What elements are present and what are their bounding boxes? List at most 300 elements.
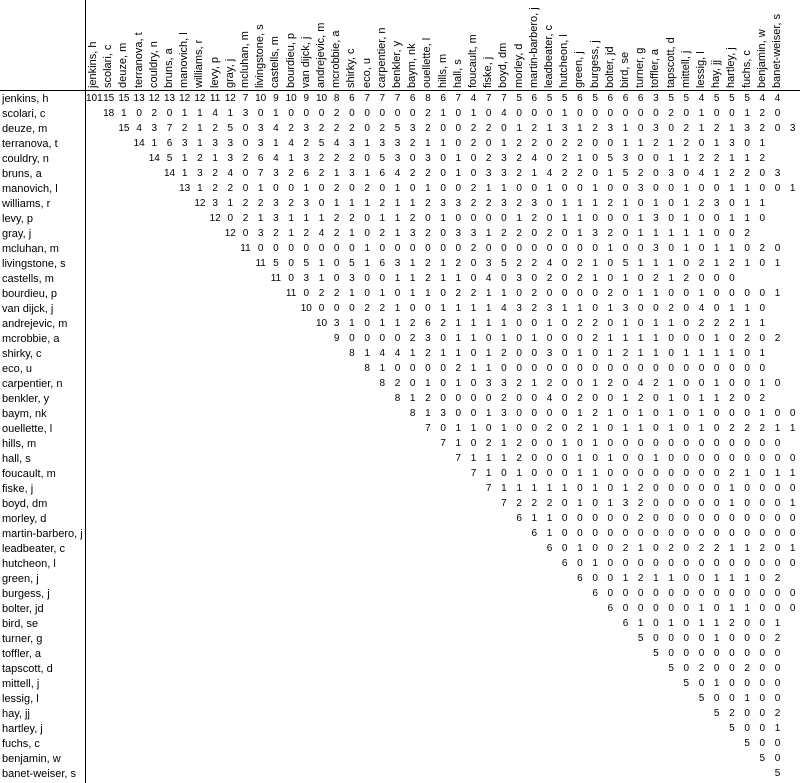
matrix-cell: 1 xyxy=(425,288,431,299)
matrix-cell: 2 xyxy=(333,288,340,299)
matrix-cell: 0 xyxy=(683,468,690,479)
matrix-cell: 0 xyxy=(622,438,629,449)
matrix-cell: 3 xyxy=(516,273,522,284)
column-header xyxy=(740,0,755,90)
matrix-cell: 0 xyxy=(713,363,720,374)
matrix-cell: 0 xyxy=(683,108,690,119)
matrix-cell: 1 xyxy=(774,723,781,734)
matrix-cell: 0 xyxy=(303,243,310,254)
matrix-cell: 0 xyxy=(440,153,446,164)
matrix-cell: 0 xyxy=(455,393,462,404)
matrix-cell: 0 xyxy=(637,318,644,329)
matrix-cell: 1 xyxy=(668,228,674,239)
matrix-cell: 6 xyxy=(379,168,386,179)
column-header-label: benkler, y xyxy=(391,40,403,88)
matrix-cell: 0 xyxy=(683,378,690,389)
column-header-label: mittell, j xyxy=(679,50,692,88)
matrix-cell: 0 xyxy=(364,213,370,224)
matrix-cell: 0 xyxy=(470,348,477,359)
matrix-cell: 0 xyxy=(546,108,553,119)
matrix-cell: 1 xyxy=(577,228,583,239)
matrix-cell: 0 xyxy=(668,603,674,614)
matrix-cell: 1 xyxy=(546,183,553,194)
matrix-cell: 1 xyxy=(713,393,720,404)
matrix-cell: 5 xyxy=(501,258,507,269)
matrix-cell: 1 xyxy=(683,213,690,224)
matrix-cell: 1 xyxy=(455,348,462,359)
matrix-cell: 0 xyxy=(577,483,583,494)
matrix-cell: 1 xyxy=(683,228,690,239)
matrix-cell: 4 xyxy=(501,303,507,314)
matrix-cell: 1 xyxy=(622,573,629,584)
matrix-cell: 3 xyxy=(394,258,401,269)
matrix-cell: 0 xyxy=(501,243,507,254)
matrix-cell: 0 xyxy=(622,408,629,419)
matrix-cell: 4 xyxy=(698,303,705,314)
column-header-label: manovich, l xyxy=(178,32,191,88)
matrix-cell: 7 xyxy=(440,438,446,449)
matrix-cell: 2 xyxy=(698,663,705,674)
matrix-cell: 0 xyxy=(683,288,690,299)
column-header xyxy=(314,0,329,90)
matrix-cell: 0 xyxy=(789,483,796,494)
row-header: jenkins, h xyxy=(2,93,49,105)
matrix-cell: 0 xyxy=(729,663,735,674)
column-header xyxy=(162,0,177,90)
matrix-cell: 2 xyxy=(455,363,462,374)
matrix-cell: 2 xyxy=(546,498,553,509)
matrix-cell: 0 xyxy=(592,288,598,299)
matrix-cell: 0 xyxy=(607,423,614,434)
matrix-cell: 0 xyxy=(637,153,644,164)
matrix-cell: 0 xyxy=(470,213,477,224)
matrix-cell: 0 xyxy=(455,138,462,149)
matrix-cell: 0 xyxy=(531,438,538,449)
matrix-cell: 1 xyxy=(592,438,598,449)
matrix-cell: 1 xyxy=(394,213,401,224)
matrix-cell: 0 xyxy=(166,108,173,119)
matrix-cell: 1 xyxy=(470,423,477,434)
matrix-cell: 1 xyxy=(637,408,644,419)
matrix-cell: 0 xyxy=(729,108,735,119)
matrix-cell: 1 xyxy=(729,348,735,359)
matrix-cell: 1 xyxy=(151,138,158,149)
matrix-cell: 4 xyxy=(318,228,325,239)
matrix-cell: 5 xyxy=(729,93,735,104)
column-header xyxy=(770,0,785,90)
matrix-cell: 1 xyxy=(607,408,614,419)
matrix-cell: 0 xyxy=(729,633,735,644)
matrix-cell: 2 xyxy=(546,273,553,284)
matrix-cell: 0 xyxy=(713,693,720,704)
matrix-cell: 0 xyxy=(698,588,705,599)
matrix-cell: 3 xyxy=(501,408,507,419)
matrix-cell: 1 xyxy=(577,543,583,554)
matrix-cell: 1 xyxy=(273,138,279,149)
matrix-cell: 0 xyxy=(759,633,766,644)
matrix-cell: 2 xyxy=(759,123,766,134)
matrix-cell: 1 xyxy=(683,183,690,194)
column-header-label: hall, s xyxy=(451,59,464,88)
matrix-cell: 0 xyxy=(653,558,659,569)
matrix-cell: 0 xyxy=(561,273,568,284)
matrix-cell: 1 xyxy=(592,273,598,284)
matrix-cell: 4 xyxy=(531,153,538,164)
matrix-cell: 1 xyxy=(729,123,735,134)
matrix-cell: 0 xyxy=(713,228,720,239)
matrix-cell: 1 xyxy=(577,348,583,359)
matrix-cell: 5 xyxy=(516,93,522,104)
matrix-cell: 0 xyxy=(242,183,249,194)
matrix-cell: 1 xyxy=(531,378,538,389)
matrix-cell: 0 xyxy=(607,528,614,539)
matrix-cell: 0 xyxy=(637,468,644,479)
matrix-cell: 1 xyxy=(501,138,507,149)
matrix-cell: 5 xyxy=(303,258,310,269)
matrix-cell: 0 xyxy=(622,588,629,599)
matrix-cell: 1 xyxy=(501,483,507,494)
matrix-cell: 1 xyxy=(318,213,325,224)
matrix-cell: 1 xyxy=(455,168,462,179)
matrix-cell: 2 xyxy=(516,453,522,464)
matrix-cell: 1 xyxy=(698,288,705,299)
column-header-label: baym, nk xyxy=(406,43,419,88)
matrix-cell: 0 xyxy=(759,588,766,599)
matrix-cell: 0 xyxy=(607,258,614,269)
matrix-cell: 0 xyxy=(349,333,355,344)
matrix-cell: 0 xyxy=(607,138,614,149)
matrix-cell: 1 xyxy=(440,108,446,119)
matrix-cell: 1 xyxy=(607,453,614,464)
matrix-cell: 7 xyxy=(364,93,370,104)
matrix-cell: 0 xyxy=(546,408,553,419)
matrix-cell: 2 xyxy=(181,123,188,134)
matrix-cell: 2 xyxy=(759,108,766,119)
matrix-cell: 9 xyxy=(303,93,310,104)
matrix-cell: 3 xyxy=(273,213,279,224)
vertical-divider xyxy=(85,0,86,783)
matrix-cell: 0 xyxy=(698,438,705,449)
matrix-cell: 2 xyxy=(333,228,340,239)
matrix-cell: 0 xyxy=(577,333,583,344)
matrix-cell: 0 xyxy=(729,513,735,524)
matrix-cell: 11 xyxy=(209,93,221,104)
matrix-cell: 1 xyxy=(592,558,598,569)
matrix-cell: 2 xyxy=(349,213,355,224)
matrix-cell: 0 xyxy=(713,183,720,194)
matrix-cell: 5 xyxy=(713,93,720,104)
column-header-label: leadbeater, c xyxy=(543,25,555,88)
matrix-cell: 2 xyxy=(516,378,522,389)
matrix-cell: 1 xyxy=(668,273,674,284)
matrix-cell: 0 xyxy=(774,243,781,254)
matrix-cell: 10 xyxy=(315,93,328,104)
matrix-cell: 0 xyxy=(683,618,690,629)
matrix-cell: 4 xyxy=(546,393,553,404)
matrix-cell: 0 xyxy=(668,213,674,224)
matrix-cell: 1 xyxy=(485,318,492,329)
matrix-cell: 0 xyxy=(577,558,583,569)
matrix-cell: 1 xyxy=(653,228,659,239)
matrix-cell: 1 xyxy=(698,408,705,419)
matrix-cell: 0 xyxy=(318,243,325,254)
matrix-cell: 0 xyxy=(668,588,674,599)
matrix-cell: 0 xyxy=(683,633,690,644)
row-header: hay, jj xyxy=(2,708,30,720)
matrix-cell: 0 xyxy=(409,183,416,194)
matrix-cell: 0 xyxy=(774,483,781,494)
matrix-cell: 2 xyxy=(425,348,431,359)
matrix-cell: 0 xyxy=(425,303,431,314)
matrix-cell: 2 xyxy=(577,318,583,329)
matrix-cell: 2 xyxy=(212,183,218,194)
matrix-cell: 1 xyxy=(653,288,659,299)
matrix-cell: 0 xyxy=(698,483,705,494)
matrix-cell: 3 xyxy=(561,123,568,134)
matrix-cell: 9 xyxy=(273,93,279,104)
matrix-cell: 0 xyxy=(318,183,325,194)
matrix-cell: 0 xyxy=(759,693,766,704)
matrix-cell: 0 xyxy=(774,588,781,599)
matrix-cell: 0 xyxy=(364,288,370,299)
matrix-cell: 1 xyxy=(592,423,598,434)
matrix-cell: 0 xyxy=(531,363,538,374)
matrix-cell: 14 xyxy=(148,153,160,164)
matrix-cell: 6 xyxy=(561,558,568,569)
matrix-cell: 2 xyxy=(577,138,583,149)
row-header: shirky, c xyxy=(2,348,42,360)
matrix-cell: 5 xyxy=(394,123,401,134)
matrix-cell: 1 xyxy=(698,423,705,434)
matrix-cell: 5 xyxy=(729,723,735,734)
matrix-cell: 0 xyxy=(273,183,279,194)
matrix-cell: 1 xyxy=(759,138,766,149)
matrix-cell: 0 xyxy=(744,498,750,509)
matrix-cell: 2 xyxy=(257,198,264,209)
row-header: leadbeater, c xyxy=(2,543,65,555)
matrix-cell: 0 xyxy=(729,288,735,299)
matrix-cell: 15 xyxy=(118,93,130,104)
matrix-cell: 18 xyxy=(103,108,115,119)
matrix-cell: 2 xyxy=(713,153,720,164)
column-header-label: bruns, a xyxy=(163,48,175,88)
matrix-cell: 1 xyxy=(501,183,507,194)
matrix-cell: 0 xyxy=(394,363,401,374)
matrix-cell: 1 xyxy=(729,243,735,254)
matrix-cell: 1 xyxy=(394,183,401,194)
matrix-cell: 0 xyxy=(668,198,674,209)
matrix-cell: 1 xyxy=(668,258,674,269)
column-headers xyxy=(85,0,800,90)
matrix-cell: 2 xyxy=(729,468,735,479)
matrix-cell: 0 xyxy=(622,603,629,614)
matrix-cell: 0 xyxy=(653,483,659,494)
column-header xyxy=(192,0,207,90)
matrix-cell: 2 xyxy=(637,513,644,524)
matrix-cell: 1 xyxy=(668,378,674,389)
matrix-cell: 0 xyxy=(668,288,674,299)
matrix-cell: 2 xyxy=(470,243,477,254)
matrix-cell: 4 xyxy=(333,138,340,149)
matrix-cell: 0 xyxy=(607,543,614,554)
matrix-cell: 5 xyxy=(349,258,355,269)
matrix-cell: 6 xyxy=(637,93,644,104)
matrix-cell: 0 xyxy=(729,693,735,704)
matrix-cell: 2 xyxy=(409,168,416,179)
matrix-cell: 0 xyxy=(470,378,477,389)
column-header-label: carpentier, n xyxy=(375,27,388,88)
matrix-cell: 0 xyxy=(485,213,492,224)
column-header-label: toffler, a xyxy=(649,49,662,88)
matrix-cell: 3 xyxy=(349,138,355,149)
matrix-cell: 4 xyxy=(774,93,781,104)
matrix-cell: 0 xyxy=(592,453,598,464)
matrix-cell: 0 xyxy=(744,708,750,719)
matrix-cell: 2 xyxy=(516,258,522,269)
matrix-cell: 4 xyxy=(637,378,644,389)
matrix-cell: 1 xyxy=(455,303,462,314)
matrix-cell: 0 xyxy=(288,273,294,284)
matrix-cell: 0 xyxy=(546,363,553,374)
matrix-cell: 8 xyxy=(409,408,416,419)
matrix-cell: 3 xyxy=(653,93,659,104)
matrix-cell: 0 xyxy=(379,108,386,119)
matrix-cell: 0 xyxy=(774,663,781,674)
matrix-cell: 0 xyxy=(546,438,553,449)
matrix-cell: 0 xyxy=(668,498,674,509)
column-header xyxy=(299,0,314,90)
matrix-cell: 0 xyxy=(455,408,462,419)
matrix-cell: 0 xyxy=(607,273,614,284)
matrix-cell: 1 xyxy=(561,483,568,494)
matrix-cell: 0 xyxy=(333,258,340,269)
matrix-cell: 0 xyxy=(561,348,568,359)
matrix-cell: 0 xyxy=(698,213,705,224)
matrix-cell: 1 xyxy=(653,318,659,329)
matrix-cell: 2 xyxy=(394,378,401,389)
matrix-cell: 6 xyxy=(577,93,583,104)
row-header: bruns, a xyxy=(2,168,42,180)
matrix-cell: 0 xyxy=(744,378,750,389)
column-header-label: gray, j xyxy=(223,58,236,88)
column-header-label: morley, d xyxy=(512,43,525,88)
matrix-cell: 0 xyxy=(774,453,781,464)
matrix-cell: 0 xyxy=(531,453,538,464)
matrix-cell: 3 xyxy=(607,123,614,134)
matrix-cell: 12 xyxy=(194,198,206,209)
matrix-cell: 0 xyxy=(729,228,735,239)
matrix-cell: 0 xyxy=(577,183,583,194)
column-header-label: bourdieu, p xyxy=(284,32,297,88)
column-header-label: hartley, j xyxy=(725,47,738,88)
matrix-cell: 1 xyxy=(349,228,355,239)
matrix-cell: 1 xyxy=(592,198,598,209)
matrix-cell: 2 xyxy=(501,348,507,359)
column-header-label: benjamin, w xyxy=(755,29,768,88)
matrix-cell: 0 xyxy=(531,228,538,239)
matrix-cell: 1 xyxy=(425,138,431,149)
matrix-cell: 2 xyxy=(516,438,522,449)
matrix-cell: 1 xyxy=(713,633,720,644)
matrix-cell: 0 xyxy=(257,108,264,119)
matrix-cell: 1 xyxy=(668,573,674,584)
matrix-cell: 0 xyxy=(668,183,674,194)
matrix-cell: 8 xyxy=(425,93,431,104)
row-header: williams, r xyxy=(2,198,51,210)
matrix-cell: 1 xyxy=(470,363,477,374)
matrix-cell: 0 xyxy=(561,243,568,254)
matrix-cell: 1 xyxy=(622,393,629,404)
matrix-cell: 2 xyxy=(683,273,690,284)
matrix-cell: 1 xyxy=(592,183,598,194)
matrix-cell: 2 xyxy=(273,228,279,239)
matrix-cell: 3 xyxy=(273,168,279,179)
matrix-cell: 3 xyxy=(653,123,659,134)
matrix-cell: 3 xyxy=(349,168,355,179)
matrix-cell: 0 xyxy=(759,678,766,689)
matrix-cell: 0 xyxy=(440,378,446,389)
matrix-cell: 0 xyxy=(607,573,614,584)
matrix-cell: 0 xyxy=(759,558,766,569)
matrix-cell: 1 xyxy=(501,438,507,449)
matrix-cell: 1 xyxy=(546,513,553,524)
matrix-cell: 4 xyxy=(698,93,705,104)
row-header: deuze, m xyxy=(2,123,48,135)
column-header xyxy=(344,0,359,90)
matrix-cell: 1 xyxy=(622,318,629,329)
matrix-cell: 1 xyxy=(607,333,614,344)
matrix-cell: 0 xyxy=(531,393,538,404)
matrix-cell: 1 xyxy=(744,183,750,194)
matrix-cell: 2 xyxy=(227,183,234,194)
matrix-cell: 0 xyxy=(668,333,674,344)
matrix-cell: 1 xyxy=(592,378,598,389)
matrix-cell: 1 xyxy=(288,153,294,164)
column-header-label: levy, p xyxy=(208,57,221,88)
matrix-cell: 1 xyxy=(181,168,188,179)
matrix-cell: 6 xyxy=(166,138,173,149)
matrix-cell: 0 xyxy=(440,168,446,179)
matrix-cell: 0 xyxy=(425,363,431,374)
matrix-cell: 0 xyxy=(561,543,568,554)
column-header xyxy=(664,0,679,90)
matrix-cell: 0 xyxy=(470,153,477,164)
matrix-cell: 0 xyxy=(713,648,720,659)
matrix-cell: 0 xyxy=(318,303,325,314)
row-header: fuchs, c xyxy=(2,738,40,750)
matrix-cell: 1 xyxy=(394,198,401,209)
matrix-cell: 0 xyxy=(653,183,659,194)
matrix-cell: 0 xyxy=(531,183,538,194)
matrix-cell: 0 xyxy=(516,363,522,374)
matrix-cell: 0 xyxy=(774,408,781,419)
matrix-cell: 0 xyxy=(561,363,568,374)
matrix-cell: 3 xyxy=(501,198,507,209)
matrix-cell: 9 xyxy=(333,333,340,344)
matrix-cell: 1 xyxy=(501,453,507,464)
matrix-cell: 0 xyxy=(485,423,492,434)
matrix-cell: 0 xyxy=(683,438,690,449)
matrix-cell: 0 xyxy=(744,648,750,659)
matrix-cell: 0 xyxy=(425,213,431,224)
matrix-cell: 0 xyxy=(273,243,279,254)
matrix-cell: 0 xyxy=(440,288,446,299)
matrix-cell: 0 xyxy=(789,453,796,464)
matrix-cell: 3 xyxy=(212,198,218,209)
matrix-cell: 3 xyxy=(257,123,264,134)
row-header: couldry, n xyxy=(2,153,49,165)
matrix-cell: 0 xyxy=(744,453,750,464)
